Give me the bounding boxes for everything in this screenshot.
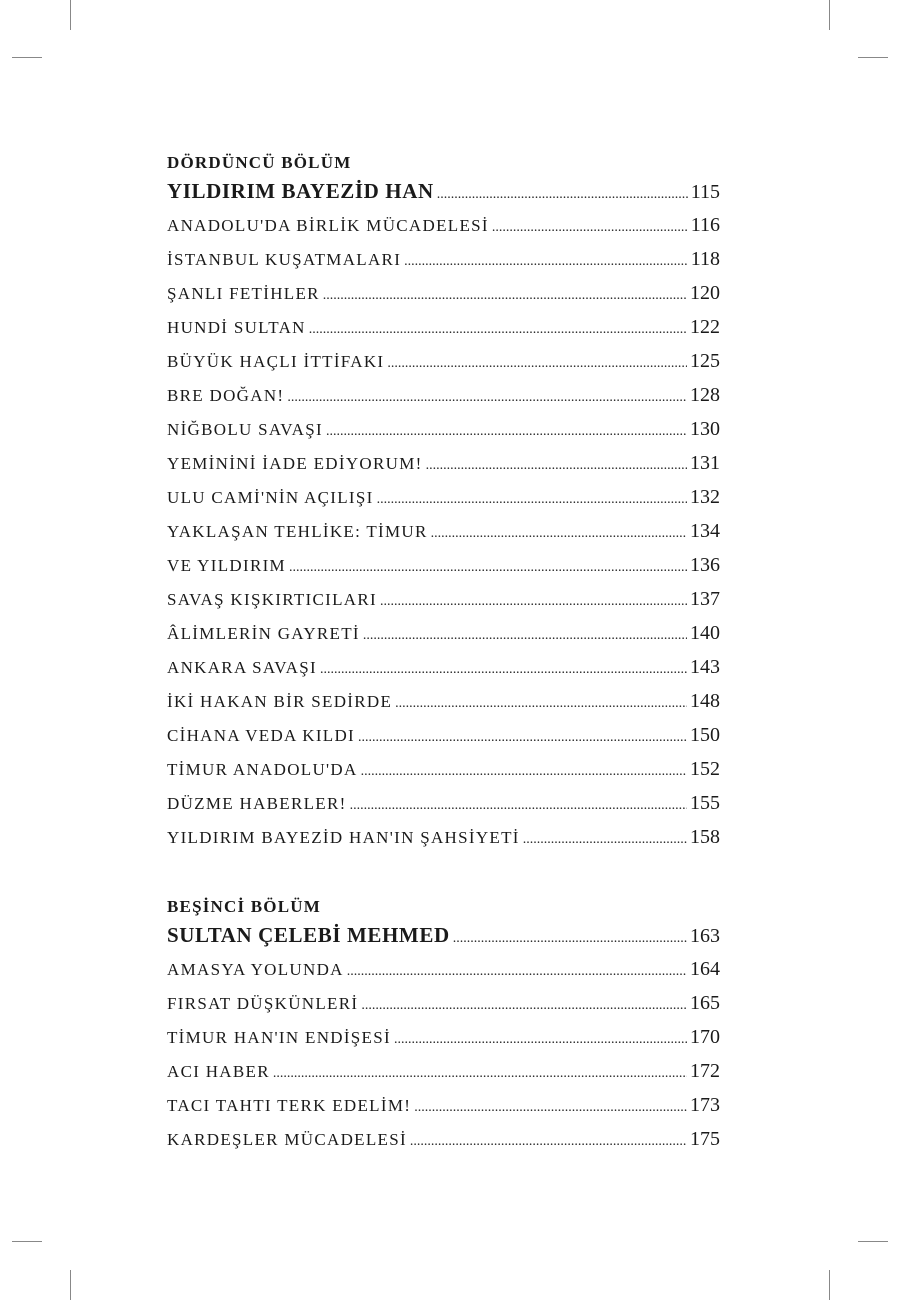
page-number: 120 (690, 282, 720, 304)
page-number: 118 (690, 248, 720, 270)
entry-title: İKİ HAKAN BİR SEDİRDE (167, 692, 393, 711)
leader-dots (320, 653, 687, 687)
leader-dots (387, 347, 687, 381)
toc-entry[interactable] (167, 986, 720, 1020)
leader-dots (492, 211, 688, 245)
toc-entry[interactable] (167, 786, 720, 820)
page-number: 116 (690, 214, 720, 236)
toc-chapter-5 (167, 896, 720, 1156)
page-number: 137 (690, 588, 720, 610)
page-number: 152 (690, 758, 720, 780)
entry-title: ANKARA SAVAŞI (167, 658, 317, 677)
leader-dots (377, 483, 687, 517)
entry-title: YEMİNİNİ İADE EDİYORUM! (167, 454, 423, 473)
toc-entry[interactable] (167, 412, 720, 446)
leader-dots (523, 823, 687, 857)
entry-title: ACI HABER (167, 1062, 270, 1081)
toc-entry[interactable] (167, 378, 720, 412)
page-number: 140 (690, 622, 720, 644)
toc-entry[interactable] (167, 548, 720, 582)
toc-entry[interactable] (167, 820, 720, 854)
entry-title: YILDIRIM BAYEZİD HAN'IN ŞAHSİYETİ (167, 828, 520, 847)
leader-dots (309, 313, 687, 347)
leader-dots (431, 517, 687, 551)
toc-entry[interactable] (167, 446, 720, 480)
leader-dots (287, 381, 687, 415)
page-number: 163 (690, 925, 720, 947)
chapter-heading[interactable] (167, 918, 720, 952)
toc-entry[interactable] (167, 514, 720, 548)
page-number: 158 (690, 826, 720, 848)
page-number: 143 (690, 656, 720, 678)
toc-entry[interactable] (167, 276, 720, 310)
entry-title: ULU CAMİ'NİN AÇILIŞI (167, 488, 374, 507)
page-number: 128 (690, 384, 720, 406)
toc-entry[interactable] (167, 1122, 720, 1156)
page-number: 115 (690, 181, 720, 203)
page-number: 155 (690, 792, 720, 814)
page-number: 164 (690, 958, 720, 980)
leader-dots (414, 1091, 687, 1125)
page-number: 150 (690, 724, 720, 746)
crop-mark (858, 1241, 888, 1242)
entry-title: VE YILDIRIM (167, 556, 286, 575)
leader-dots (363, 619, 687, 653)
toc-entry[interactable] (167, 718, 720, 752)
page-number: 175 (690, 1128, 720, 1150)
toc-chapter-4 (167, 152, 720, 854)
toc-entry[interactable] (167, 616, 720, 650)
page-number: 122 (690, 316, 720, 338)
toc-entry[interactable] (167, 752, 720, 786)
leader-dots (289, 551, 687, 585)
entry-title: TİMUR HAN'IN ENDİŞESİ (167, 1028, 391, 1047)
entry-title: TACI TAHTI TERK EDELİM! (167, 1096, 412, 1115)
leader-dots (410, 1125, 687, 1159)
leader-dots (347, 955, 687, 989)
leader-dots (380, 585, 687, 619)
toc-entry[interactable] (167, 480, 720, 514)
page-number: 165 (690, 992, 720, 1014)
page-number: 130 (690, 418, 720, 440)
page-number: 131 (690, 452, 720, 474)
crop-mark (70, 0, 71, 30)
crop-mark (829, 1270, 830, 1300)
page-number: 132 (690, 486, 720, 508)
entry-title: YAKLAŞAN TEHLİKE: TİMUR (167, 522, 428, 541)
entry-title: ŞANLI FETİHLER (167, 284, 320, 303)
chapter-title: YILDIRIM BAYEZİD HAN (167, 179, 434, 203)
crop-mark (12, 57, 42, 58)
page-number: 173 (690, 1094, 720, 1116)
entry-title: NİĞBOLU SAVAŞI (167, 420, 323, 439)
leader-dots (361, 755, 687, 789)
leader-dots (326, 415, 687, 449)
page-number: 125 (690, 350, 720, 372)
leader-dots (358, 721, 687, 755)
entry-title: ÂLİMLERİN GAYRETİ (167, 624, 360, 643)
leader-dots (426, 449, 687, 483)
leader-dots (453, 922, 687, 956)
toc-entry[interactable] (167, 684, 720, 718)
leader-dots (361, 989, 687, 1023)
leader-dots (323, 279, 687, 313)
entry-title: TİMUR ANADOLU'DA (167, 760, 358, 779)
toc-entry[interactable] (167, 952, 720, 986)
entry-title: BÜYÜK HAÇLI İTTİFAKI (167, 352, 385, 371)
toc-entry[interactable] (167, 208, 720, 242)
section-label: BEŞİNCİ BÖLÜM (167, 897, 321, 916)
entry-title: ANADOLU'DA BİRLİK MÜCADELESİ (167, 216, 489, 235)
leader-dots (350, 789, 687, 823)
toc-entry[interactable] (167, 310, 720, 344)
leader-dots (394, 1023, 687, 1057)
section-label: DÖRDÜNCÜ BÖLÜM (167, 153, 352, 172)
page-number: 148 (690, 690, 720, 712)
chapter-title: SULTAN ÇELEBİ MEHMED (167, 923, 450, 947)
chapter-heading[interactable] (167, 174, 720, 208)
page-number: 170 (690, 1026, 720, 1048)
entry-title: HUNDİ SULTAN (167, 318, 306, 337)
crop-mark (70, 1270, 71, 1300)
page-number: 172 (690, 1060, 720, 1082)
toc-entry[interactable] (167, 1088, 720, 1122)
leader-dots (404, 245, 688, 279)
leader-dots (437, 178, 688, 212)
entry-title: AMASYA YOLUNDA (167, 960, 344, 979)
entry-title: FIRSAT DÜŞKÜNLERİ (167, 994, 359, 1013)
entry-title: İSTANBUL KUŞATMALARI (167, 250, 402, 269)
toc-entry[interactable] (167, 1054, 720, 1088)
entry-title: DÜZME HABERLER! (167, 794, 347, 813)
page-number: 136 (690, 554, 720, 576)
crop-mark (12, 1241, 42, 1242)
leader-dots (273, 1057, 687, 1091)
entry-title: CİHANA VEDA KILDI (167, 726, 355, 745)
toc-entry[interactable] (167, 650, 720, 684)
entry-title: BRE DOĞAN! (167, 386, 285, 405)
toc-entry[interactable] (167, 1020, 720, 1054)
toc-entry[interactable] (167, 242, 720, 276)
page-number: 134 (690, 520, 720, 542)
entry-title: KARDEŞLER MÜCADELESİ (167, 1130, 407, 1149)
toc-entry-list (167, 208, 720, 854)
entry-title: SAVAŞ KIŞKIRTICILARI (167, 590, 377, 609)
crop-mark (858, 57, 888, 58)
toc-entry-list (167, 952, 720, 1156)
crop-mark (829, 0, 830, 30)
toc-entry[interactable] (167, 582, 720, 616)
toc-entry[interactable] (167, 344, 720, 378)
leader-dots (395, 687, 687, 721)
